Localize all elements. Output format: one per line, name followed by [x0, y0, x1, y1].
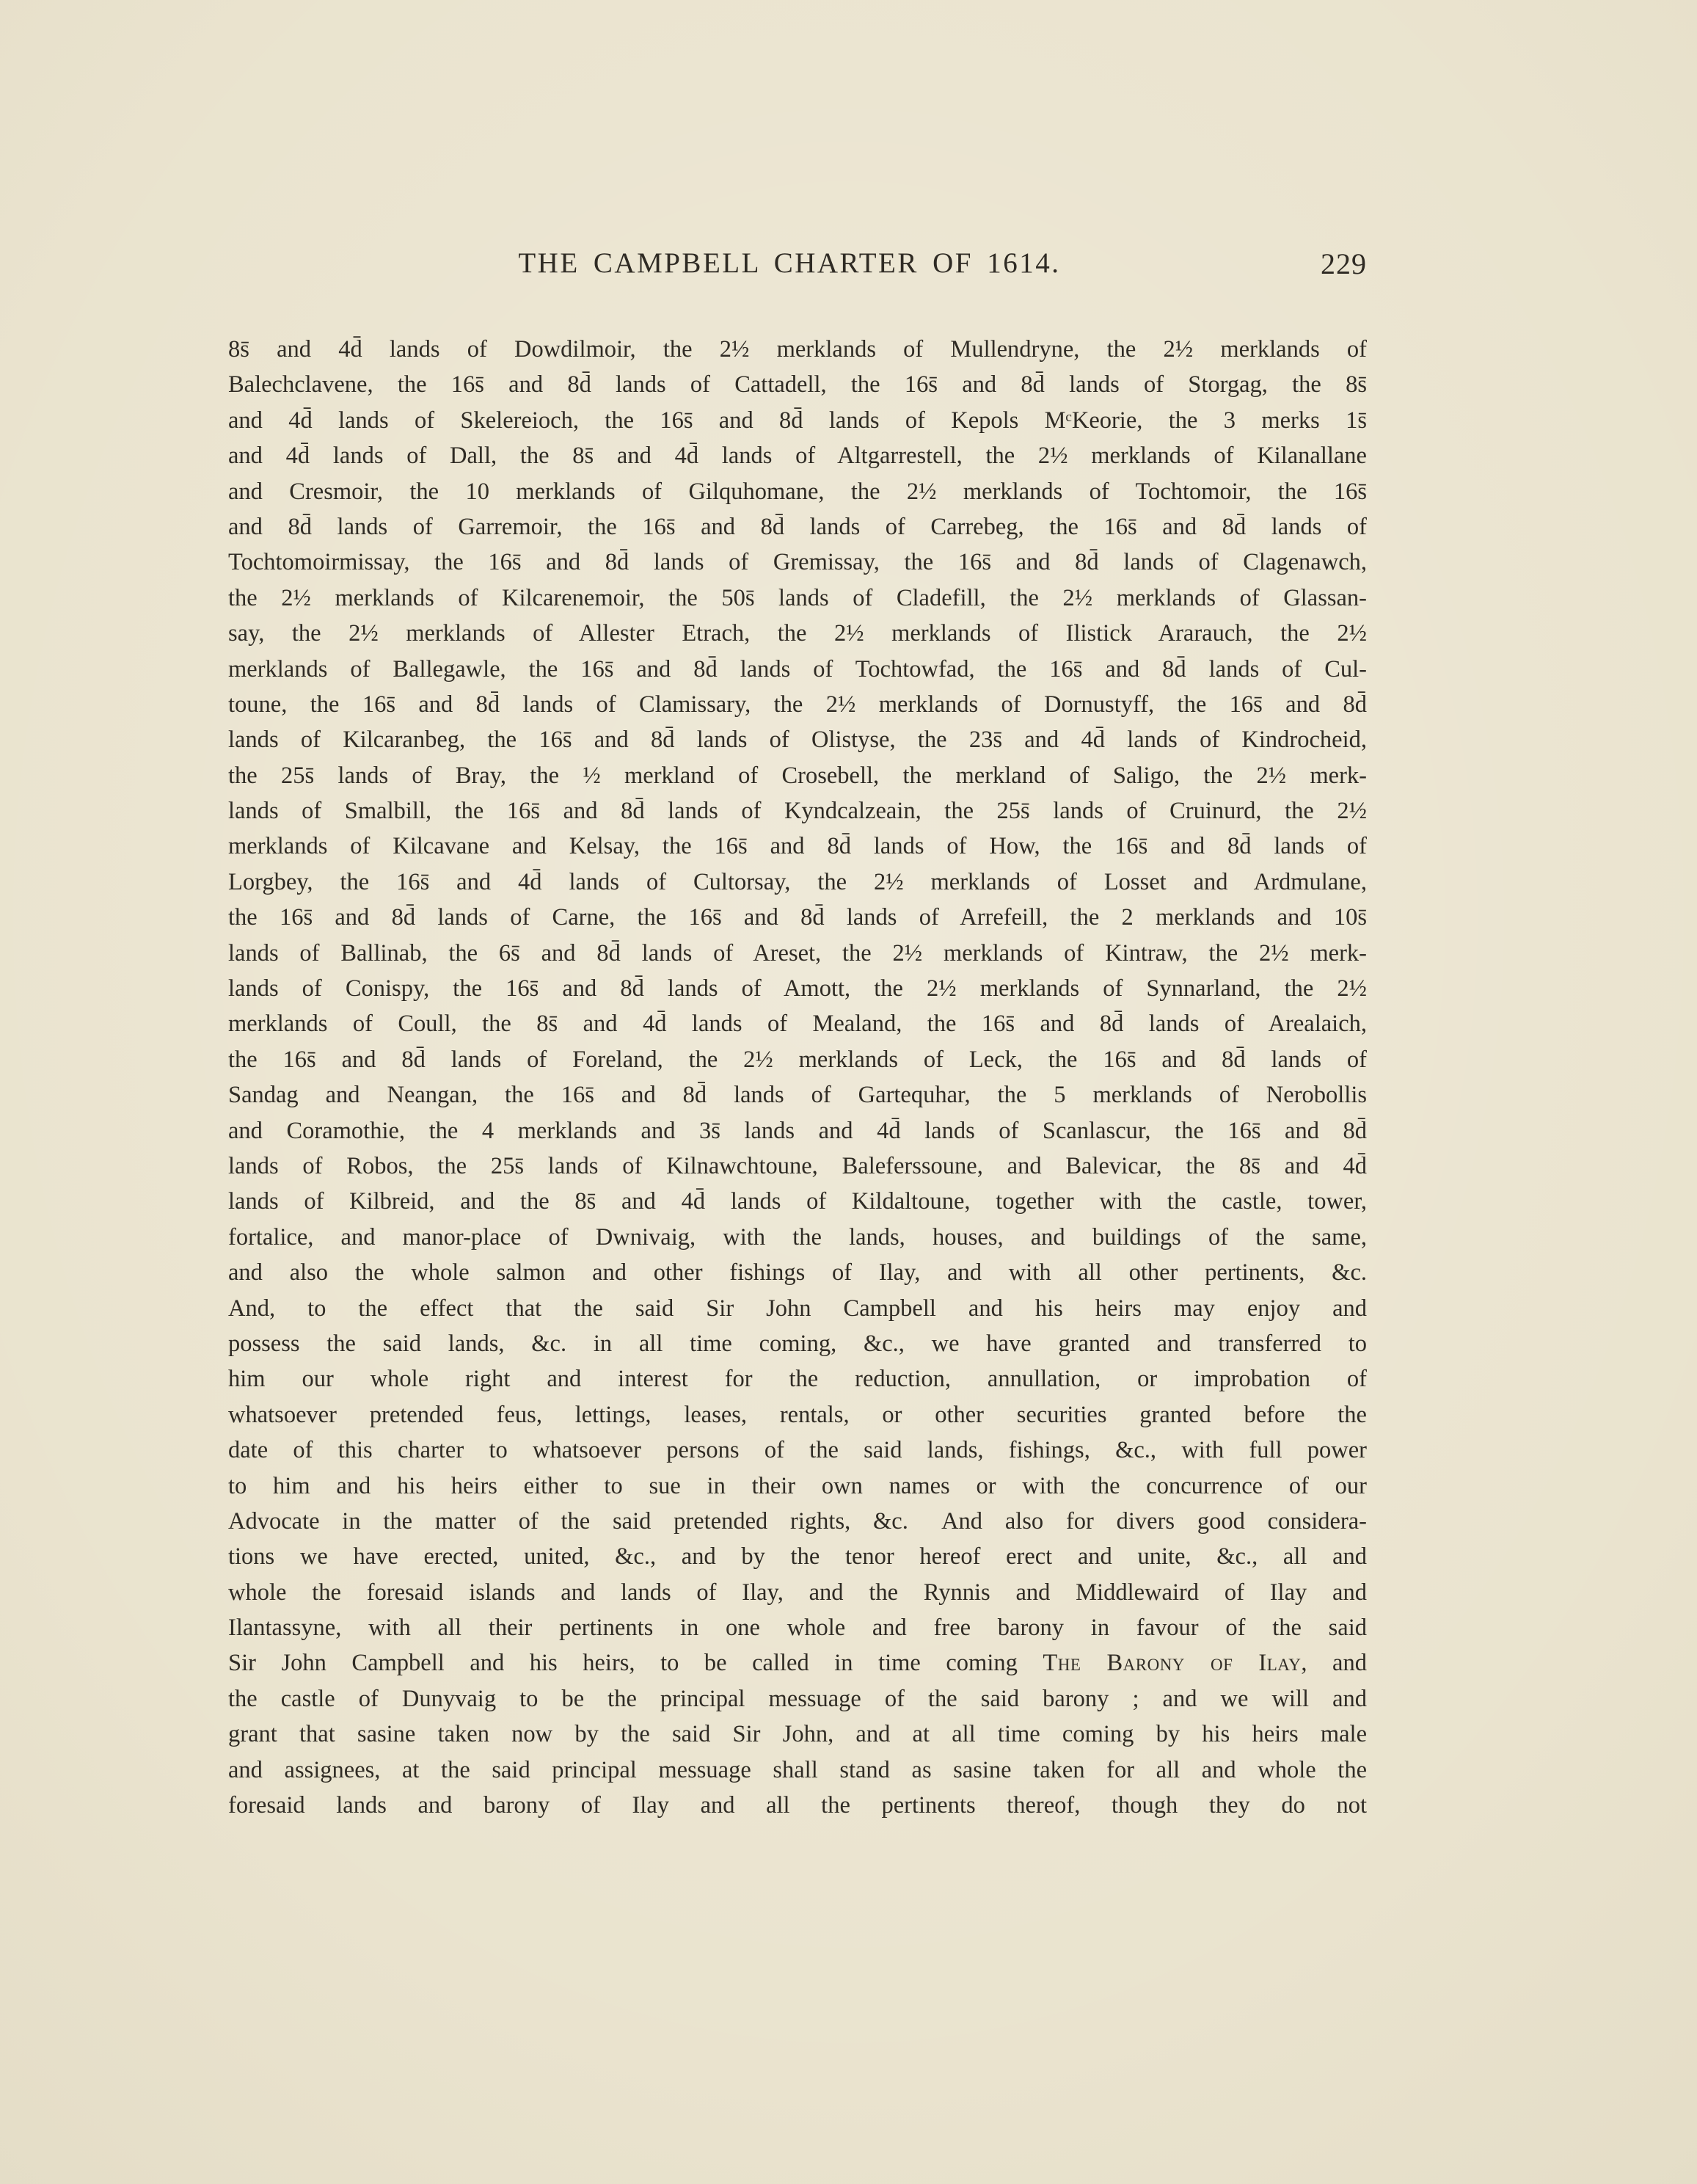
text-line: merklands of Ballegawle, the 16s̄ and 8d̄ lands of Tochtowfad, the 16s̄ and 8d̄ lands of Cul-: [228, 655, 1367, 682]
text-line: him our whole right and interest for the reduction, annullation, or improbation of: [228, 1366, 1367, 1393]
text-line: the 25s̄ lands of Bray, the ½ merkland of Crosebell, the merkland of Saligo, the 2½ merk-: [228, 762, 1367, 789]
page-header: [228, 247, 1367, 285]
text-line: say, the 2½ merklands of Allester Etrach, the 2½ merklands of Ilistick Ararauch, the 2½: [228, 620, 1367, 647]
text-line: lands of Kilbreid, and the 8s̄ and 4d̄ lands of Kildaltoune, together with the castle, tower,: [228, 1188, 1367, 1215]
text-line: the castle of Dunyvaig to be the principal messuage of the said barony ; and we will and: [228, 1685, 1367, 1712]
text-line: lands of Conispy, the 16s̄ and 8d̄ lands of Amott, the 2½ merklands of Synnarland, the 2½: [228, 975, 1367, 1002]
text-line: lands of Kilcaranbeg, the 16s̄ and 8d̄ lands of Olistyse, the 23s̄ and 4d̄ lands of Kindrocheid,: [228, 727, 1367, 754]
text-line: to him and his heirs either to sue in their own names or with the concurrence of our: [228, 1472, 1367, 1499]
text-line: tions we have erected, united, &c., and by the tenor hereof erect and unite, &c., all and: [228, 1543, 1367, 1570]
text-line: lands of Ballinab, the 6s̄ and 8d̄ lands of Areset, the 2½ merklands of Kintraw, the 2½ merk-: [228, 939, 1367, 967]
text-line: Balechclavene, the 16s̄ and 8d̄ lands of Cattadell, the 16s̄ and 8d̄ lands of Storgag, the 8s̄: [228, 371, 1367, 398]
text-line: lands of Smalbill, the 16s̄ and 8d̄ lands of Kyndcalzeain, the 25s̄ lands of Cruinurd, the 2½: [228, 798, 1367, 825]
text-line: and Coramothie, the 4 merklands and 3s̄ lands and 4d̄ lands of Scanlascur, the 16s̄ and 8d̄: [228, 1117, 1367, 1144]
text-line: the 2½ merklands of Kilcarenemoir, the 50s̄ lands of Cladefill, the 2½ merklands of Glassan-: [228, 584, 1367, 611]
text-line: lands of Robos, the 25s̄ lands of Kilnawchtoune, Baleferssoune, and Balevicar, the 8s̄ and 4d̄: [228, 1152, 1367, 1179]
text-line: and 8d̄ lands of Garremoir, the 16s̄ and 8d̄ lands of Carrebeg, the 16s̄ and 8d̄ lands of: [228, 513, 1367, 540]
text-line: toune, the 16s̄ and 8d̄ lands of Clamissary, the 2½ merklands of Dornustyff, the 16s̄ and 8d̄: [228, 691, 1367, 718]
text-line: Ilantassyne, with all their pertinents in one whole and free barony in favour of the said: [228, 1615, 1367, 1642]
barony-of-ilay-smallcaps: The Barony of Ilay: [1043, 1650, 1302, 1677]
text-line: Lorgbey, the 16s̄ and 4d̄ lands of Cultorsay, the 2½ merklands of Losset and Ardmulane,: [228, 868, 1367, 895]
text-line: and 4d̄ lands of Skelereioch, the 16s̄ and 8d̄ lands of Kepols MᶜKeorie, the 3 merks 1s̄: [228, 407, 1367, 434]
text-line: possess the said lands, &c. in all time coming, &c., we have granted and transferred to: [228, 1330, 1367, 1357]
text-line: and 4d̄ lands of Dall, the 8s̄ and 4d̄ lands of Altgarrestell, the 2½ merklands of Kilanallane: [228, 443, 1367, 470]
text-line: the 16s̄ and 8d̄ lands of Foreland, the 2½ merklands of Leck, the 16s̄ and 8d̄ lands of: [228, 1046, 1367, 1073]
text-line: whole the foresaid islands and lands of Ilay, and the Rynnis and Middlewaird of Ilay and: [228, 1579, 1367, 1606]
text-line: whatsoever pretended feus, lettings, leases, rentals, or other securities granted before the: [228, 1401, 1367, 1428]
text-line: And, to the effect that the said Sir John Campbell and his heirs may enjoy and: [228, 1295, 1367, 1322]
text-line: 8s̄ and 4d̄ lands of Dowdilmoir, the 2½ merklands of Mullendryne, the 2½ merklands of: [228, 336, 1367, 363]
text-line: merklands of Kilcavane and Kelsay, the 16s̄ and 8d̄ lands of How, the 16s̄ and 8d̄ lands of: [228, 833, 1367, 860]
text-line: Tochtomoirmissay, the 16s̄ and 8d̄ lands of Gremissay, the 16s̄ and 8d̄ lands of Clagenawch,: [228, 549, 1367, 576]
page-text: [228, 332, 1367, 1823]
text-line: date of this charter to whatsoever persons of the said lands, fishings, &c., with full power: [228, 1437, 1367, 1464]
text-line: the 16s̄ and 8d̄ lands of Carne, the 16s̄ and 8d̄ lands of Arrefeill, the 2 merklands and 10s̄: [228, 904, 1367, 931]
text-line: foresaid lands and barony of Ilay and all the pertinents thereof, though they do not: [228, 1792, 1367, 1819]
page-number: 229: [1321, 247, 1367, 280]
text-line: and Cresmoir, the 10 merklands of Gilquhomane, the 2½ merklands of Tochtomoir, the 16s̄: [228, 478, 1367, 505]
text-line: Advocate in the matter of the said pretended rights, &c. And also for divers good considera-: [228, 1507, 1367, 1535]
text-line: fortalice, and manor-place of Dwnivaig, with the lands, houses, and buildings of the same,: [228, 1223, 1367, 1251]
text-line: merklands of Coull, the 8s̄ and 4d̄ lands of Mealand, the 16s̄ and 8d̄ lands of Arealaich,: [228, 1011, 1367, 1038]
text-line: grant that sasine taken now by the said Sir John, and at all time coming by his heirs male: [228, 1721, 1367, 1748]
text-line: Sir John Campbell and his heirs, to be called in time coming The Barony of Ilay, and: [228, 1650, 1367, 1677]
text-line: and also the whole salmon and other fishings of Ilay, and with all other pertinents, &c.: [228, 1259, 1367, 1286]
text-line: Sandag and Neangan, the 16s̄ and 8d̄ lands of Gartequhar, the 5 merklands of Nerobollis: [228, 1082, 1367, 1109]
page-title: THE CAMPBELL CHARTER OF 1614.: [518, 247, 1061, 279]
text-line: and assignees, at the said principal messuage shall stand as sasine taken for all and whole the: [228, 1756, 1367, 1783]
